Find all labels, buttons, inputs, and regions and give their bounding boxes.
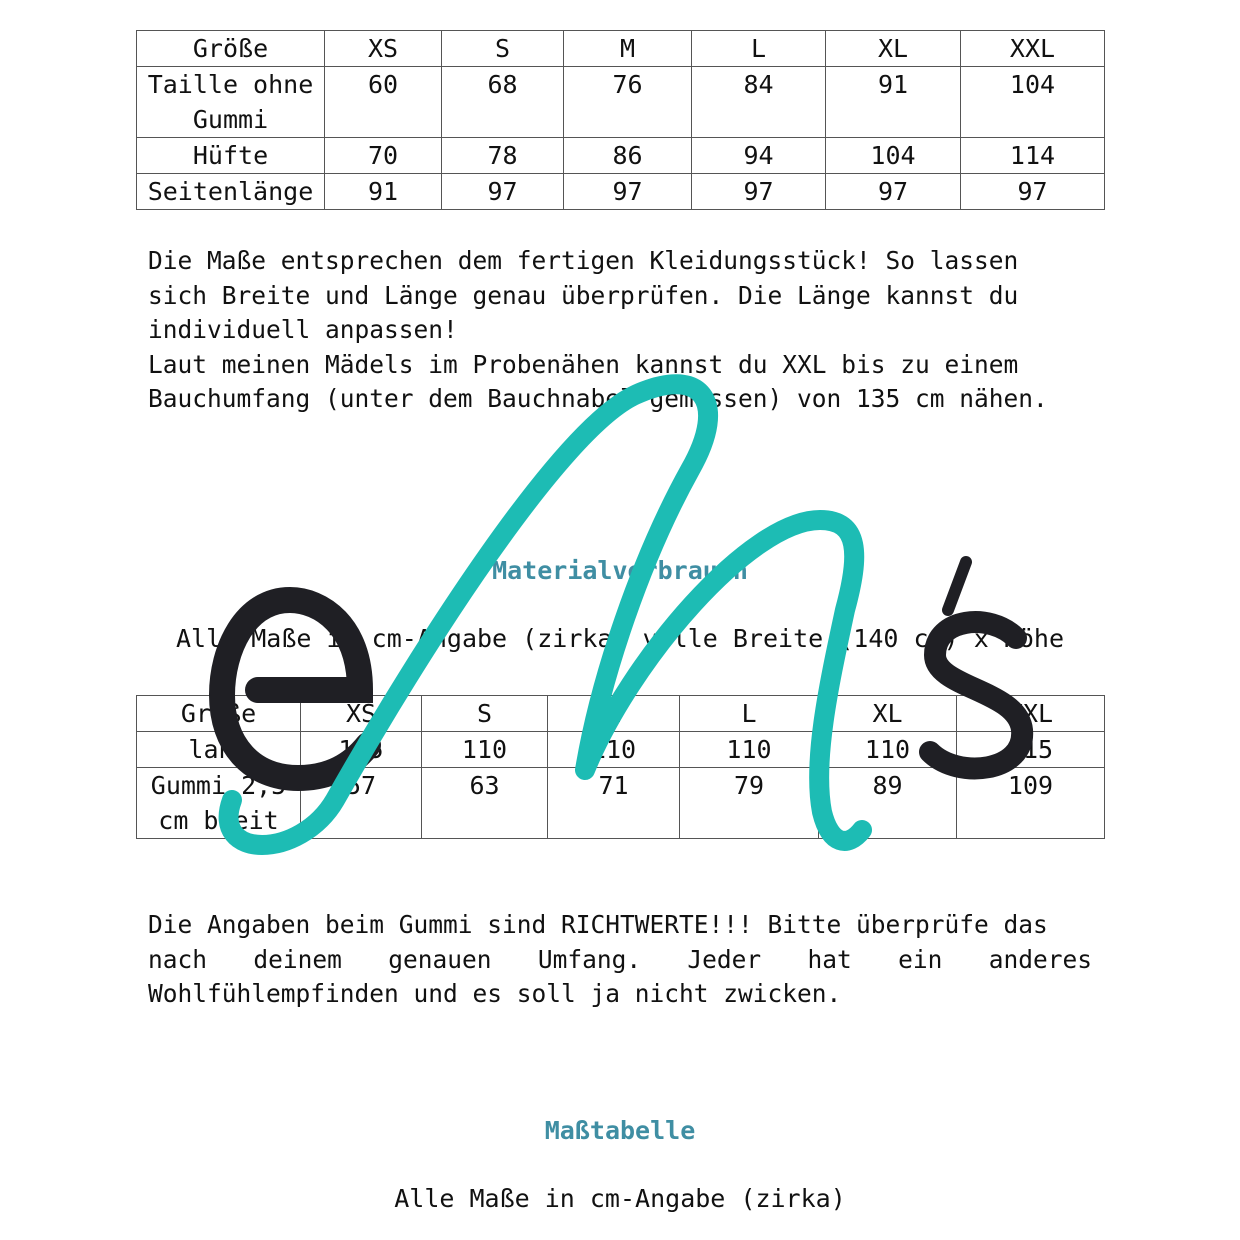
table-cell: 110 bbox=[422, 732, 548, 768]
table-cell: 63 bbox=[422, 768, 548, 839]
size-table-subtitle: Alle Maße in cm-Angabe (zirka) bbox=[394, 1184, 846, 1213]
paragraph-line: Wohlfühlempfinden und es soll ja nicht zwicken. bbox=[148, 979, 842, 1008]
header-cell: XL bbox=[819, 696, 957, 732]
table-cell: 104 bbox=[826, 138, 961, 174]
row-label: Taille ohne Gummi bbox=[137, 67, 325, 138]
table-cell: 114 bbox=[961, 138, 1105, 174]
header-cell: Größe bbox=[137, 31, 325, 67]
table-cell: 215 bbox=[957, 732, 1105, 768]
paragraph-line: Die Maße entsprechen dem fertigen Kleidungsstück! So lassen bbox=[148, 246, 1019, 275]
header-cell: XL bbox=[826, 31, 961, 67]
row-label: Gummi 2,5 cm breit bbox=[137, 768, 301, 839]
material-subtitle: Alle Maße in cm-Angabe (zirka) volle Breite (140 cm) x Höhe bbox=[175, 624, 1065, 653]
table-cell: 110 bbox=[680, 732, 819, 768]
table-cell: 97 bbox=[692, 174, 826, 210]
table-cell: 84 bbox=[692, 67, 826, 138]
header-cell: L bbox=[680, 696, 819, 732]
paragraph-line: Bauchumfang (unter dem Bauchnabel gemessen) von 135 cm nähen. bbox=[148, 384, 1048, 413]
table-cell: 78 bbox=[442, 138, 564, 174]
table-header-row bbox=[137, 31, 1105, 67]
table-cell: 60 bbox=[325, 67, 442, 138]
size-table-heading: Maßtabelle bbox=[544, 1116, 696, 1145]
table-cell: 76 bbox=[564, 67, 692, 138]
table-cell: 86 bbox=[564, 138, 692, 174]
table-row bbox=[137, 138, 1105, 174]
header-cell: XXL bbox=[961, 31, 1105, 67]
table-row bbox=[137, 732, 1105, 768]
paragraph-line: Laut meinen Mädels im Probenähen kannst du XXL bis zu einem bbox=[148, 349, 1019, 379]
size-note-paragraph bbox=[148, 244, 1092, 417]
table-row bbox=[137, 67, 1105, 138]
table-cell: 97 bbox=[442, 174, 564, 210]
header-cell: M bbox=[548, 696, 680, 732]
header-cell: L bbox=[692, 31, 826, 67]
size-table bbox=[136, 30, 1105, 210]
table-cell: 105 bbox=[301, 732, 422, 768]
table-cell: 97 bbox=[564, 174, 692, 210]
table-cell: 97 bbox=[961, 174, 1105, 210]
header-cell: M bbox=[564, 31, 692, 67]
table-cell: 104 bbox=[961, 67, 1105, 138]
material-table bbox=[136, 695, 1105, 839]
table-cell: 70 bbox=[325, 138, 442, 174]
table-cell: 110 bbox=[819, 732, 957, 768]
table-header-row bbox=[137, 696, 1105, 732]
header-cell: XS bbox=[325, 31, 442, 67]
table-cell: 79 bbox=[680, 768, 819, 839]
paragraph-line: nach deinem genauen Umfang. Jeder hat ein anderes bbox=[148, 944, 1092, 974]
header-cell: S bbox=[442, 31, 564, 67]
table-row bbox=[137, 174, 1105, 210]
table-cell: 71 bbox=[548, 768, 680, 839]
table-cell: 68 bbox=[442, 67, 564, 138]
table-cell: 91 bbox=[325, 174, 442, 210]
table-cell: 97 bbox=[826, 174, 961, 210]
row-label: lang bbox=[137, 732, 301, 768]
paragraph-line: Die Angaben beim Gummi sind RICHTWERTE!!! Bitte überprüfe das bbox=[148, 910, 1048, 939]
table-cell: 110 bbox=[548, 732, 680, 768]
header-cell: Größe bbox=[137, 696, 301, 732]
header-cell: S bbox=[422, 696, 548, 732]
table-cell: 91 bbox=[826, 67, 961, 138]
paragraph-line: sich Breite und Länge genau überprüfen. Die Länge kannst du bbox=[148, 280, 1019, 310]
table-cell: 94 bbox=[692, 138, 826, 174]
row-label: Hüfte bbox=[137, 138, 325, 174]
paragraph-line: individuell anpassen! bbox=[148, 315, 458, 344]
table-cell: 109 bbox=[957, 768, 1105, 839]
row-label: Seitenlänge bbox=[137, 174, 325, 210]
header-cell: XXL bbox=[957, 696, 1105, 732]
header-cell: XS bbox=[301, 696, 422, 732]
table-row bbox=[137, 768, 1105, 839]
elastic-note-paragraph bbox=[148, 908, 1092, 1012]
table-cell: 57 bbox=[301, 768, 422, 839]
table-cell: 89 bbox=[819, 768, 957, 839]
material-heading: Materialverbrauch bbox=[492, 556, 748, 585]
